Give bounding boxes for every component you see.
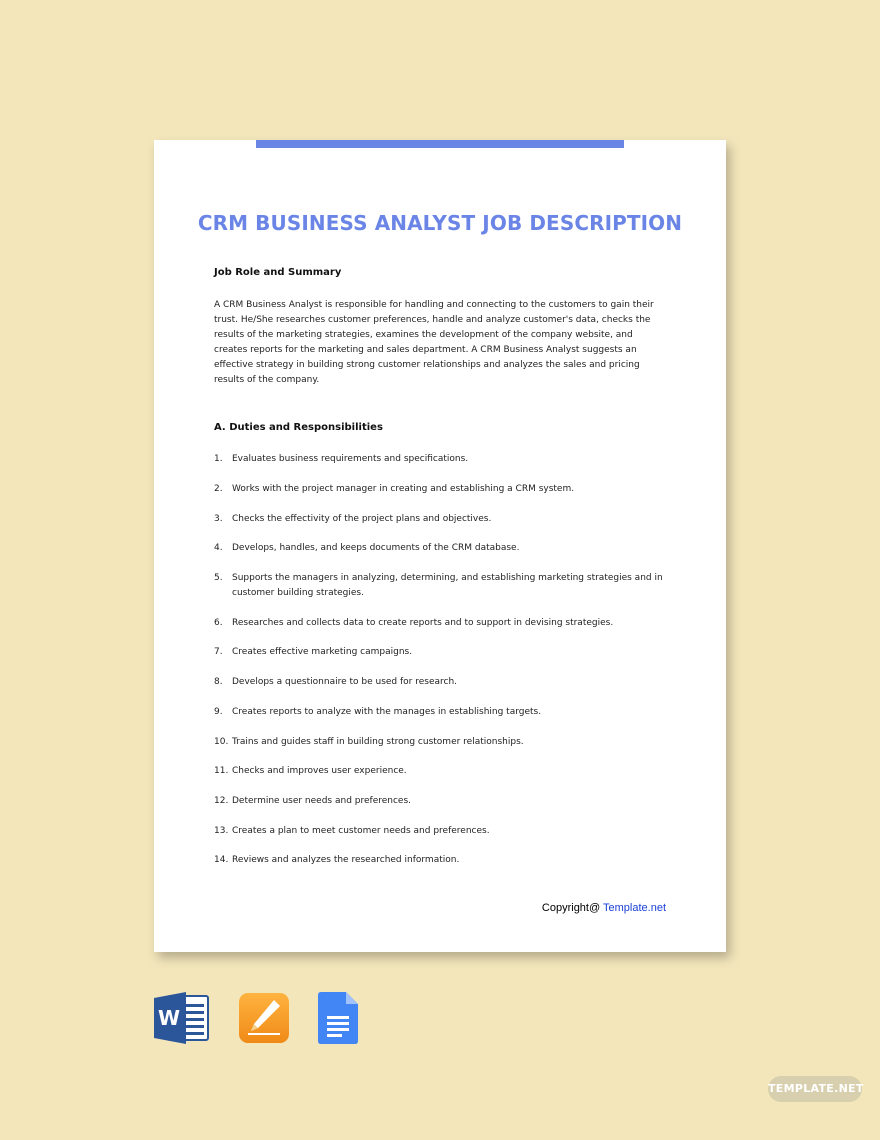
list-item [214, 794, 664, 809]
copyright-link[interactable]: Template.net [603, 902, 666, 914]
copyright-label: Copyright@ [541, 902, 601, 914]
template-net-badge[interactable]: TEMPLATE.NET [768, 1076, 862, 1102]
list-item-text: Reviews and analyzes the researched information. [232, 855, 460, 865]
list-item-number: 10. [214, 737, 229, 747]
list-item-text: Evaluates business requirements and specifications. [232, 454, 469, 464]
svg-text:W: W [157, 1006, 181, 1030]
list-item-number: 9. [214, 707, 223, 717]
list-item-text: Checks the effectivity of the project plans and objectives. [232, 514, 492, 524]
list-item-number: 5. [214, 573, 223, 583]
list-item-number: 12. [214, 796, 229, 806]
summary-heading: Job Role and Summary [214, 267, 342, 278]
list-item [214, 482, 664, 497]
list-item-number: 4. [214, 543, 223, 553]
list-item [214, 705, 664, 720]
list-item-text: Creates a plan to meet customer needs and preferences. [232, 826, 490, 836]
list-item [214, 512, 664, 527]
list-item-text: Works with the project manager in creating and establishing a CRM system. [232, 484, 575, 494]
list-item-number: 8. [214, 677, 223, 687]
list-item-text: Creates effective marketing campaigns. [232, 647, 413, 657]
list-item-number: 7. [214, 647, 223, 657]
list-item-text: Checks and improves user experience. [232, 766, 407, 776]
document-page [154, 140, 726, 952]
list-item [214, 764, 664, 779]
list-item [214, 571, 664, 601]
list-item-number: 3. [214, 514, 223, 524]
list-item [214, 645, 664, 660]
list-item-text: Determine user needs and preferences. [232, 796, 412, 806]
list-item [214, 735, 664, 750]
word-icon[interactable] [154, 992, 212, 1049]
copyright-line [542, 902, 666, 914]
list-item-text: Supports the managers in analyzing, determining, and establishing marketing strategies and in customer building strategies. [232, 573, 663, 598]
summary-paragraph: A CRM Business Analyst is responsible for handling and connecting to the customers to gain their trust. He/She researches customer preferences, handle and analyze customer's data, checks the results of the marketing strategies, examines the development of the company website, and creates reports for the marketing and sales department. A CRM Business Analyst suggests an effective strategy in building strong customer relationships and analyzes the sales and pricing results of the company. [214, 300, 654, 385]
list-item-text: Trains and guides staff in building strong customer relationships. [232, 737, 524, 747]
list-item [214, 452, 664, 467]
pages-icon[interactable] [238, 992, 290, 1049]
duties-heading: A. Duties and Responsibilities [214, 422, 383, 433]
accent-bar [256, 140, 624, 148]
list-item [214, 616, 664, 631]
list-item [214, 853, 664, 868]
list-item [214, 824, 664, 839]
list-item-number: 2. [214, 484, 223, 494]
list-item-text: Develops a questionnaire to be used for research. [232, 677, 458, 687]
list-item-number: 11. [214, 766, 229, 776]
list-item-text: Researches and collects data to create reports and to support in devising strategies. [232, 618, 614, 628]
list-item-number: 13. [214, 826, 229, 836]
list-item [214, 541, 664, 556]
list-item-number: 1. [214, 454, 223, 464]
list-item-number: 6. [214, 618, 223, 628]
list-item-number: 14. [214, 855, 229, 865]
list-item-text: Develops, handles, and keeps documents of the CRM database. [232, 543, 520, 553]
document-title: CRM BUSINESS ANALYST JOB DESCRIPTION [197, 211, 683, 235]
list-item [214, 675, 664, 690]
list-item-text: Creates reports to analyze with the manages in establishing targets. [232, 707, 542, 717]
google-docs-icon[interactable] [318, 992, 358, 1049]
